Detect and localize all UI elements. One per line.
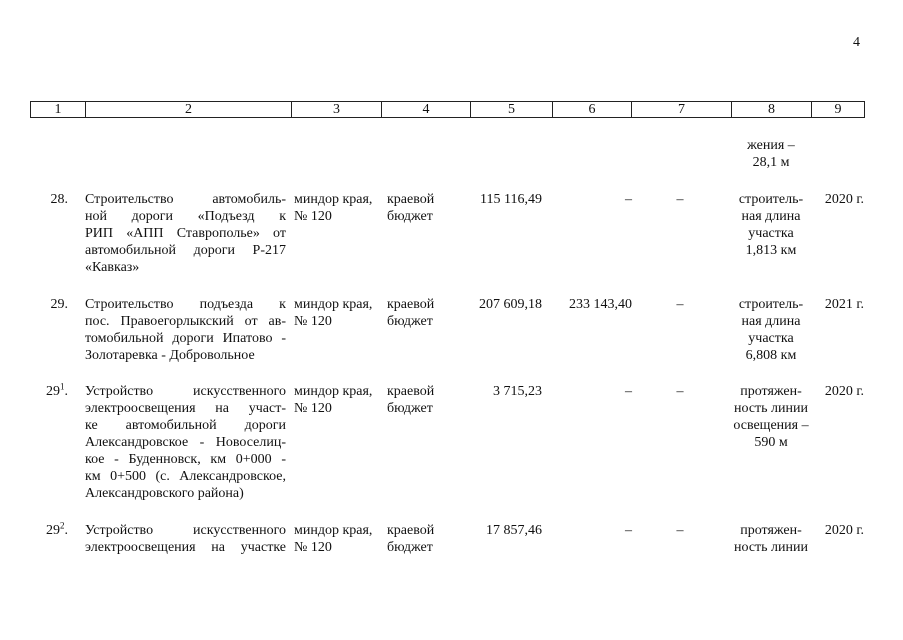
name-line: РИП «АПП Ставрополье» от — [85, 226, 286, 241]
customer-line: № 120 — [294, 314, 332, 329]
result-line: строитель- — [738, 297, 804, 312]
name-line: Устройство искусственного — [85, 384, 286, 399]
continuation-line: жения – — [747, 138, 795, 153]
result-line: строитель- — [738, 192, 804, 207]
customer-line: миндор края, — [294, 297, 373, 312]
object-name — [85, 383, 286, 502]
amount-col6: – — [625, 192, 632, 207]
source-line: бюджет — [387, 209, 433, 224]
completion-year: 2021 г. — [824, 297, 864, 312]
result-line: ность линии — [733, 540, 808, 555]
source-line: бюджет — [387, 401, 433, 416]
header-cell-4: 4 — [382, 102, 471, 118]
name-line: электроосвещения на участ- — [85, 401, 286, 416]
amount-col6: – — [625, 384, 632, 399]
amount-col7: – — [676, 192, 684, 207]
source-line: бюджет — [387, 540, 433, 555]
name-line: пос. Правоегорлыкский от ав- — [85, 314, 286, 329]
amount-col7: – — [676, 384, 684, 399]
name-line: км 0+500 (с. Александровское, — [85, 469, 286, 484]
column-number-header — [30, 101, 865, 118]
funding-source — [387, 296, 457, 330]
header-cell-8: 8 — [732, 102, 812, 118]
name-line: Строительство автомобиль- — [85, 192, 286, 207]
source-line: краевой — [387, 192, 435, 207]
source-line: краевой — [387, 384, 435, 399]
header-cell-1: 1 — [31, 102, 86, 118]
result-line: ная длина — [741, 209, 801, 224]
page-number: 4 — [853, 35, 860, 50]
row-number: $29^2$. — [46, 520, 68, 538]
name-line: Александровское - Новоселиц- — [85, 435, 286, 450]
source-line: краевой — [387, 523, 435, 538]
result-line: участка — [748, 331, 794, 346]
name-line: ной дороги «Подъезд к — [85, 209, 286, 224]
amount-col7: – — [676, 297, 684, 312]
continuation-result — [730, 137, 812, 171]
customer — [294, 191, 386, 225]
name-line: «Кавказ» — [85, 260, 140, 275]
header-cell-3: 3 — [292, 102, 382, 118]
name-line: томобильной дороги Ипатово - — [85, 331, 286, 346]
header-cell-9: 9 — [812, 102, 865, 118]
amount-col6: – — [625, 523, 632, 538]
result-indicator — [730, 522, 812, 556]
result-line: ная длина — [741, 314, 801, 329]
name-line: Устройство искусственного — [85, 523, 286, 538]
customer-line: миндор края, — [294, 523, 373, 538]
name-line: Золотаревка - Добровольное — [85, 348, 255, 363]
customer — [294, 383, 386, 417]
amount-col5: 115 116,49 — [480, 192, 542, 207]
result-line: протяжен- — [740, 384, 802, 399]
completion-year: 2020 г. — [824, 384, 864, 399]
funding-source — [387, 383, 457, 417]
customer — [294, 296, 386, 330]
object-name — [85, 522, 286, 556]
customer-line: № 120 — [294, 540, 332, 555]
name-line: Александровского района) — [85, 486, 244, 501]
result-line: 590 м — [754, 435, 788, 450]
name-line: Строительство подъезда к — [85, 297, 286, 312]
customer-line: миндор края, — [294, 192, 373, 207]
header-cell-7: 7 — [632, 102, 732, 118]
completion-year: 2020 г. — [824, 192, 864, 207]
result-indicator — [730, 296, 812, 364]
result-indicator — [730, 383, 812, 451]
name-line: автомобильной дороги Р-217 — [85, 243, 286, 258]
result-line: 1,813 км — [745, 243, 797, 258]
object-name — [85, 296, 286, 364]
amount-col7: – — [676, 523, 684, 538]
amount-col5: 3 715,23 — [493, 384, 542, 399]
customer-line: № 120 — [294, 401, 332, 416]
result-line: освещения – — [733, 418, 809, 433]
amount-col5: 207 609,18 — [479, 297, 542, 312]
header-cell-6: 6 — [553, 102, 632, 118]
customer-line: миндор края, — [294, 384, 373, 399]
object-name — [85, 191, 286, 276]
row-number: 28. — [50, 192, 68, 207]
result-line: участка — [748, 226, 794, 241]
name-line: ке автомобильной дороги — [85, 418, 286, 433]
customer-line: № 120 — [294, 209, 332, 224]
row-number: 29. — [50, 297, 68, 312]
result-line: протяжен- — [740, 523, 802, 538]
result-indicator — [730, 191, 812, 259]
customer — [294, 522, 386, 556]
name-line: электроосвещения на участке — [85, 540, 286, 555]
name-line: кое - Буденновск, км 0+000 - — [85, 452, 286, 467]
funding-source — [387, 191, 457, 225]
amount-col5: 17 857,46 — [486, 523, 542, 538]
source-line: краевой — [387, 297, 435, 312]
row-number: $29^1$. — [46, 381, 68, 399]
funding-source — [387, 522, 457, 556]
result-line: 6,808 км — [745, 348, 797, 363]
header-cell-5: 5 — [471, 102, 553, 118]
result-line: ность линии — [733, 401, 808, 416]
amount-col6: 233 143,40 — [569, 297, 632, 312]
source-line: бюджет — [387, 314, 433, 329]
continuation-line: 28,1 м — [752, 155, 790, 170]
completion-year: 2020 г. — [824, 523, 864, 538]
header-cell-2: 2 — [86, 102, 292, 118]
